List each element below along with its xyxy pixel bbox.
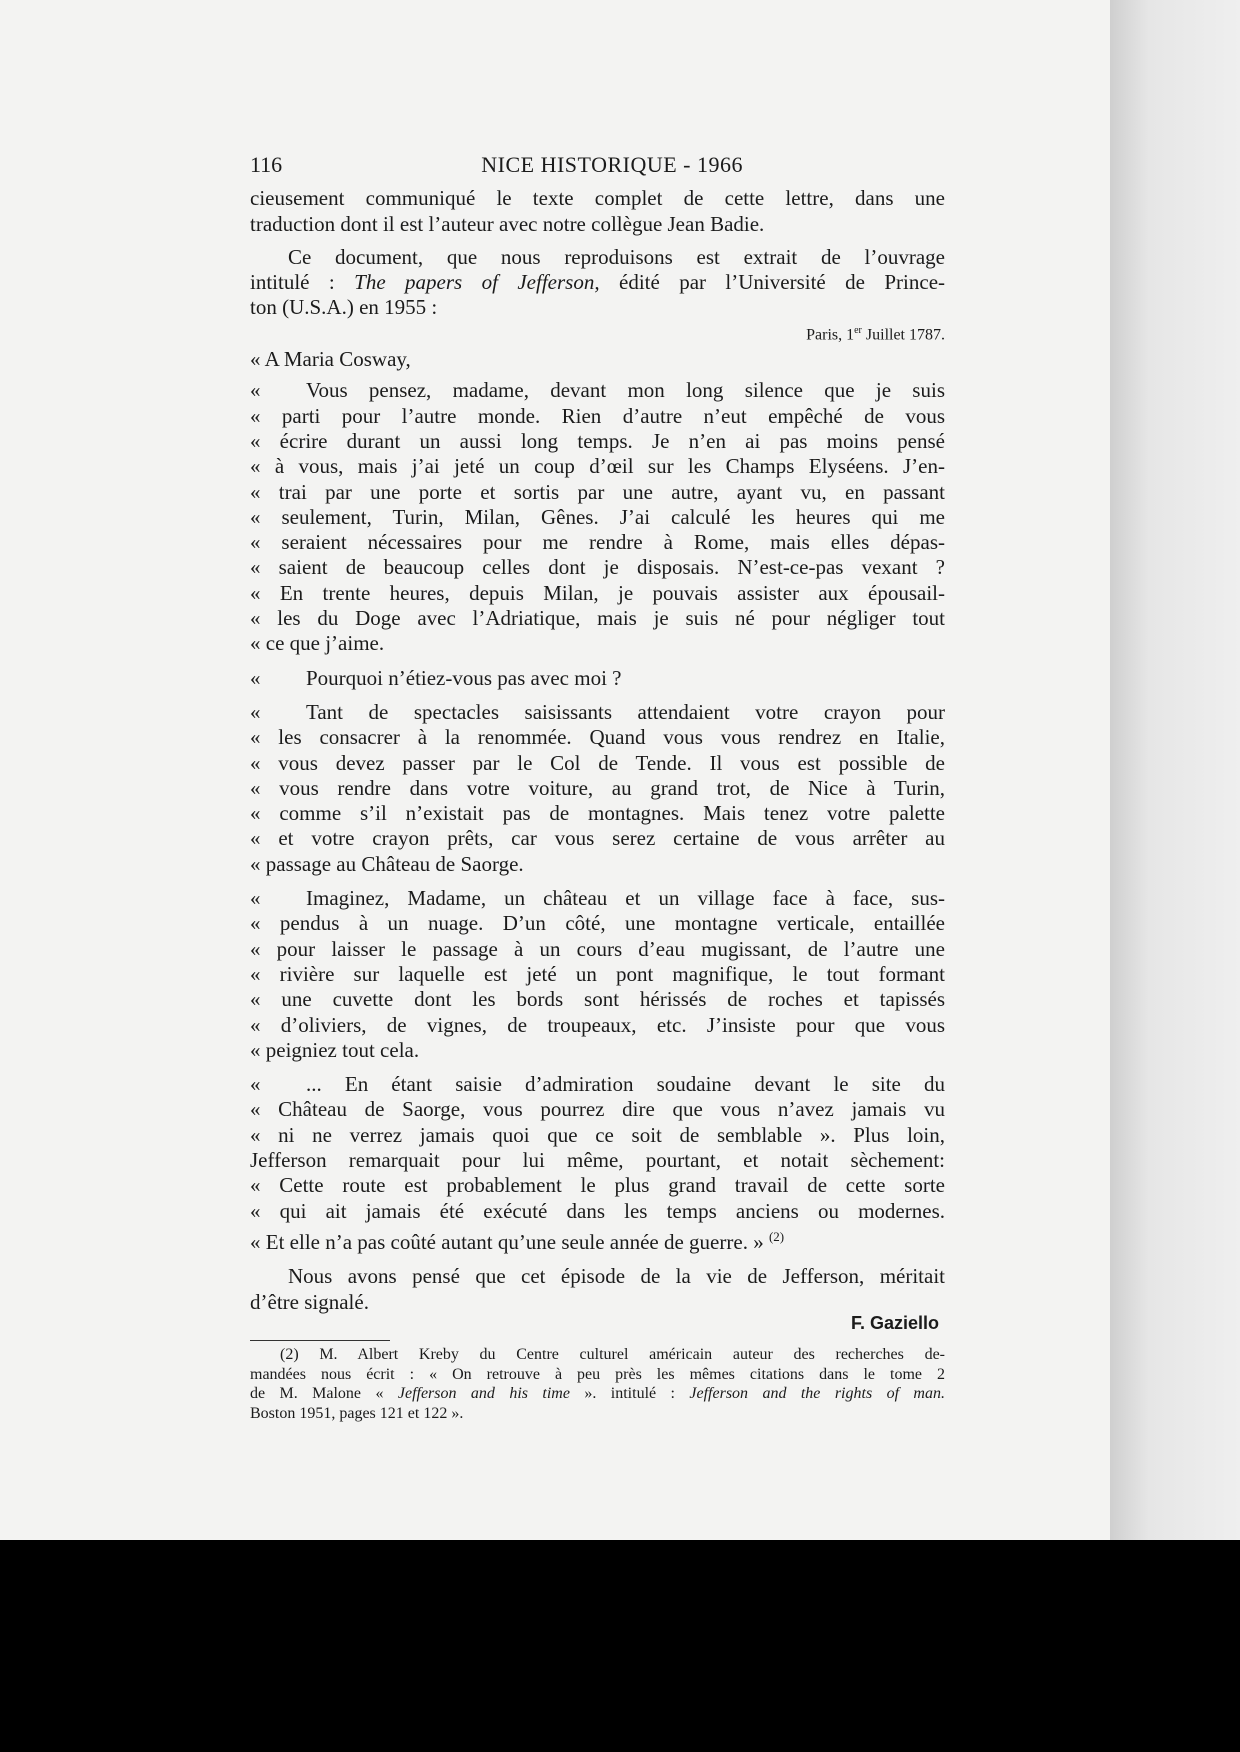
text-line: « trai par une porte et sortis par une autre, ayant vu, en passant xyxy=(250,479,945,504)
text-fragment: Tant de spectacles saisissants attendaient votre crayon pour xyxy=(306,699,945,724)
footnote-rule xyxy=(250,1340,390,1341)
text-line: « et votre crayon prêts, car vous serez certaine de vous arrêter au xyxy=(250,826,945,851)
footnote-line: Boston 1951, pages 121 et 122 ». xyxy=(250,1404,464,1422)
text-line: « seraient nécessaires pour me rendre à Rome, mais elles dépas- xyxy=(250,530,945,555)
book-title: Jefferson and the rights of man. xyxy=(689,1385,945,1403)
text-fragment: ». intitulé : xyxy=(569,1385,690,1403)
text-line: « ce que j’aime. xyxy=(250,631,385,656)
text-line: traduction dont il est l’auteur avec notre collègue Jean Badie. xyxy=(250,211,765,236)
page-number: 116 xyxy=(250,152,283,177)
book-title: Jefferson and his time xyxy=(397,1385,570,1403)
letter-paragraph-3 xyxy=(250,700,945,877)
page-edge xyxy=(1110,0,1240,1540)
running-header xyxy=(250,152,945,177)
text-line: « qui ait jamais été exécuté dans les temps anciens ou modernes. xyxy=(250,1198,945,1223)
text-line: « rivière sur laquelle est jeté un pont magnifique, le tout formant xyxy=(250,961,945,986)
text-line: « les consacrer à la renommée. Quand vous vous rendrez en Italie, xyxy=(250,725,945,750)
letter-paragraph-1 xyxy=(250,378,945,656)
text-line: « Cette route est probablement le plus grand travail de cette sorte xyxy=(250,1173,945,1198)
text-fragment: « Et elle n’a pas coûté autant qu’une seule année de guerre. » xyxy=(250,1229,769,1254)
quote-mark: « xyxy=(250,1072,261,1097)
quote-mark: « xyxy=(250,665,261,690)
text-line: ton (U.S.A.) en 1955 : xyxy=(250,295,438,320)
dateline-place: Paris, 1 xyxy=(806,326,855,344)
journal-title: NICE HISTORIQUE - 1966 xyxy=(481,152,743,177)
letter-paragraph-5 xyxy=(250,1072,945,1255)
text-line: Nous avons pensé que cet épisode de la vie de Jefferson, méritait xyxy=(288,1264,945,1289)
letter-paragraph-4 xyxy=(250,886,945,1063)
text-line: Ce document, que nous reproduisons est extrait de l’ouvrage xyxy=(288,244,945,269)
dateline-date: Juillet 1787. xyxy=(861,326,945,344)
closing-paragraph xyxy=(250,1264,945,1315)
letter-paragraph-2 xyxy=(250,666,945,691)
footnote xyxy=(250,1345,945,1423)
book-title: The papers of Jefferson, xyxy=(354,270,600,295)
text-line: « comme s’il n’existait pas de montagnes. Mais tenez votre palette xyxy=(250,801,945,826)
text-fragment: de M. Malone « xyxy=(250,1385,398,1403)
letter-salutation: « A Maria Cosway, xyxy=(250,347,411,372)
source-paragraph xyxy=(250,245,945,321)
text-fragment: Imaginez, Madame, un château et un village face à face, sus- xyxy=(306,886,945,911)
letter-dateline xyxy=(250,321,945,345)
text-fragment: Vous pensez, madame, devant mon long silence que je suis xyxy=(306,378,945,403)
text-line: Jefferson remarquait pour lui même, pourtant, et notait sèchement: xyxy=(250,1148,945,1173)
text-line xyxy=(250,1072,945,1097)
footnote-reference: (2) xyxy=(768,1228,785,1244)
text-line: « d’oliviers, de vignes, de troupeaux, etc. J’insiste pour que vous xyxy=(250,1012,945,1037)
text-line: « Château de Saorge, vous pourrez dire que vous n’avez jamais vu xyxy=(250,1097,945,1122)
text-line: d’être signalé. xyxy=(250,1289,369,1314)
text-line: « En trente heures, depuis Milan, je pouvais assister aux épousail- xyxy=(250,580,945,605)
author-signature: F. Gaziello xyxy=(850,1312,939,1333)
text-line xyxy=(250,378,945,403)
text-fragment: intitulé : xyxy=(250,270,355,295)
text-line: cieusement communiqué le texte complet de cette lettre, dans une xyxy=(250,186,945,211)
text-line xyxy=(250,270,945,295)
footnote-line: mandées nous écrit : « On retrouve à peu près les mêmes citations dans le tome 2 xyxy=(250,1365,945,1383)
text-fragment: ... En étant saisie d’admiration soudaine devant le site du xyxy=(306,1072,945,1097)
text-line: « pendus à un nuage. D’un côté, une montagne verticale, entaillée xyxy=(250,911,945,936)
text-fragment: édité par l’Université de Prince- xyxy=(599,270,946,295)
quote-mark: « xyxy=(250,378,261,403)
quote-mark: « xyxy=(250,699,261,724)
footnote-line: (2) M. Albert Kreby du Centre culturel américain auteur des recherches de- xyxy=(280,1346,945,1364)
text-line: « une cuvette dont les bords sont hérissés de roches et tapissés xyxy=(250,987,945,1012)
text-line: « seulement, Turin, Milan, Gênes. J’ai calculé les heures qui me xyxy=(250,504,945,529)
text-line: « peigniez tout cela. xyxy=(250,1037,420,1062)
footnote-line xyxy=(250,1384,945,1404)
text-line: « passage au Château de Saorge. xyxy=(250,851,524,876)
text-line xyxy=(250,700,945,725)
text-line: « parti pour l’autre monde. Rien d’autre n’eut empêché de vous xyxy=(250,403,945,428)
text-line: « ni ne verrez jamais quoi que ce soit de semblable ». Plus loin, xyxy=(250,1122,945,1147)
quote-mark: « xyxy=(250,886,261,911)
text-fragment: Pourquoi n’étiez-vous pas avec moi ? xyxy=(306,665,622,690)
text-line: « les du Doge avec l’Adriatique, mais je suis né pour négliger tout xyxy=(250,606,945,631)
text-line: « saient de beaucoup celles dont je disposais. N’est-ce-pas vexant ? xyxy=(250,555,945,580)
text-line xyxy=(250,666,945,691)
page-content xyxy=(250,152,945,1423)
intro-paragraph xyxy=(250,186,945,237)
text-line xyxy=(250,886,945,911)
dateline-sup: er xyxy=(854,324,862,336)
text-line xyxy=(250,1224,945,1255)
text-line: « vous devez passer par le Col de Tende. Il vous est possible de xyxy=(250,750,945,775)
text-line: « vous rendre dans votre voiture, au grand trot, de Nice à Turin, xyxy=(250,775,945,800)
text-line: « à vous, mais j’ai jeté un coup d’œil sur les Champs Elyséens. J’en- xyxy=(250,454,945,479)
text-line: « pour laisser le passage à un cours d’eau mugissant, de l’autre une xyxy=(250,936,945,961)
text-line: « écrire durant un aussi long temps. Je n’en ai pas moins pensé xyxy=(250,429,945,453)
